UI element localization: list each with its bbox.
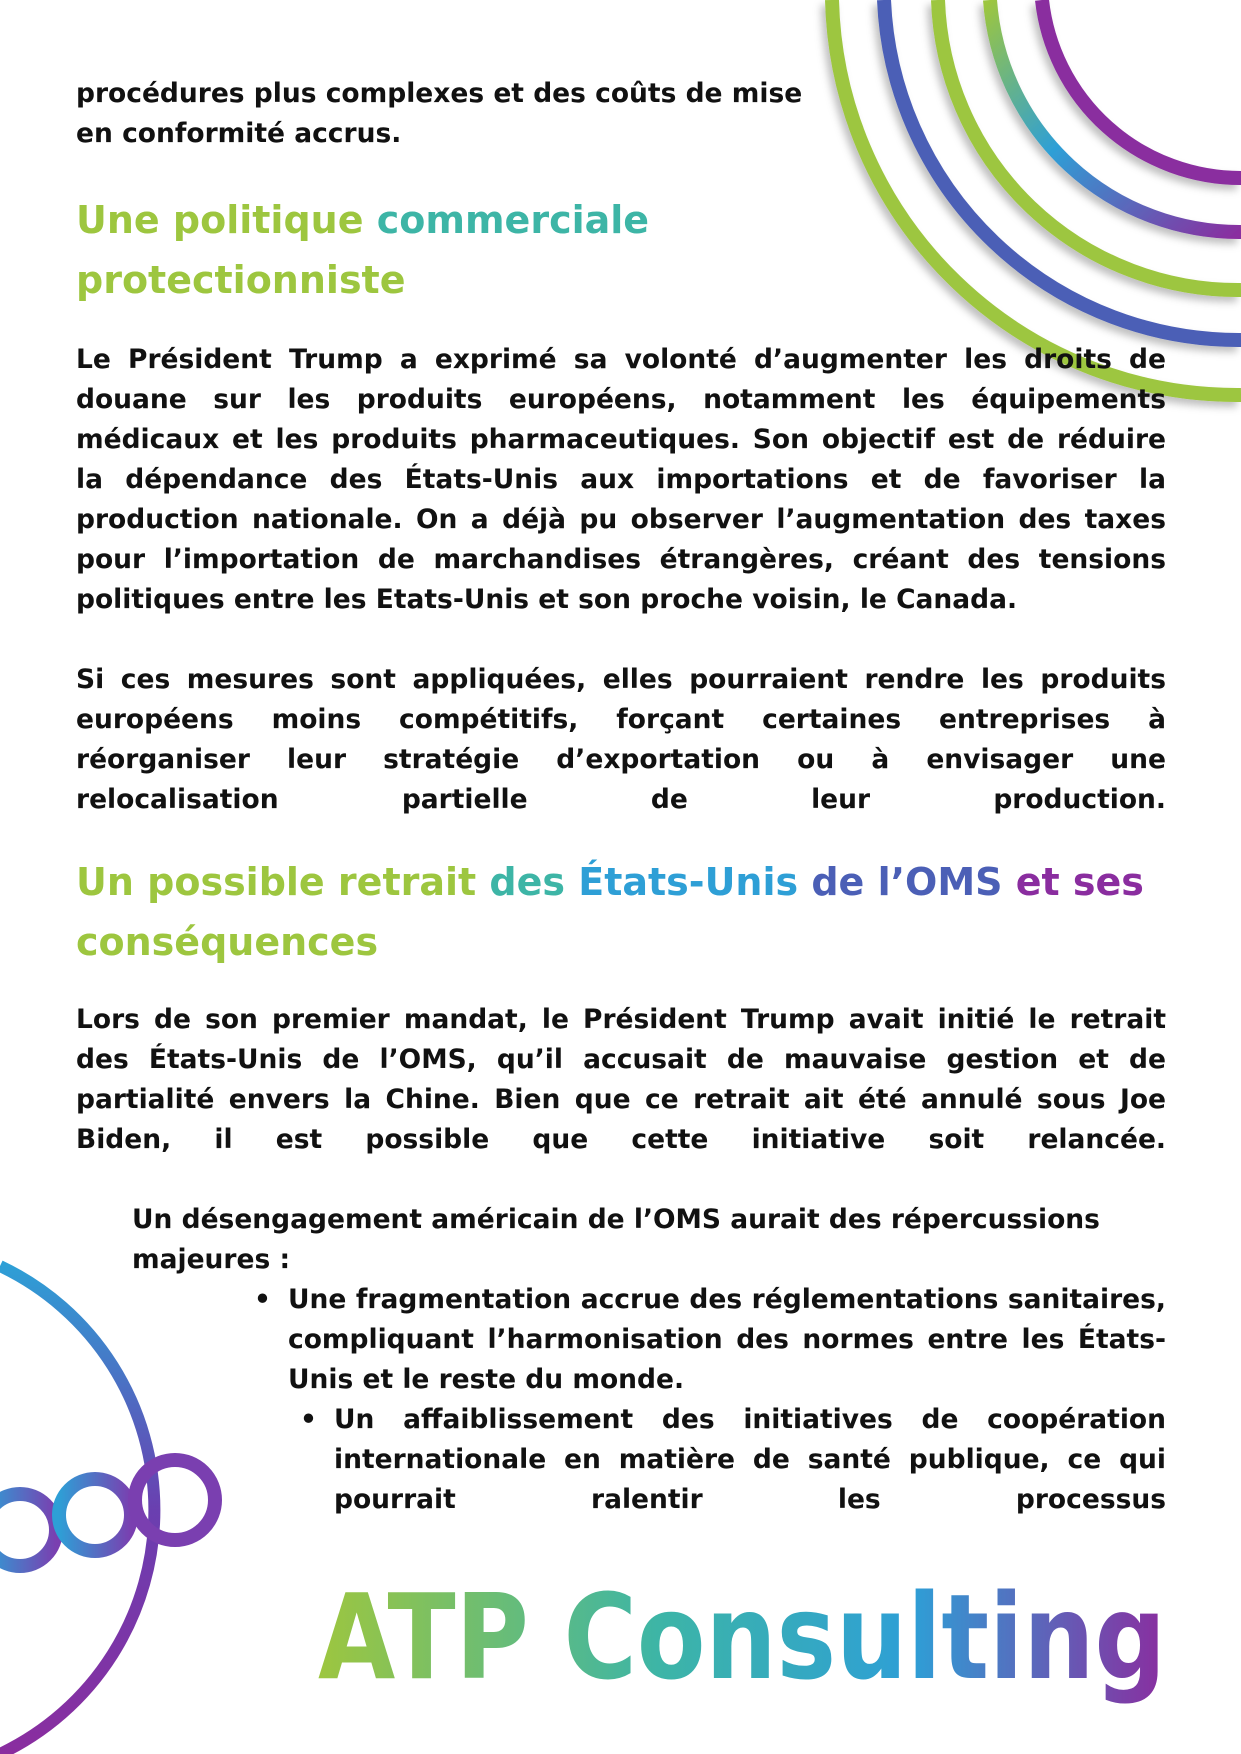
- impact-list: [76, 1200, 1166, 1520]
- paragraph-consequences: Si ces mesures sont appliquées, elles pourraient rendre les produits européens moins compétitifs, forçant certaines entreprises à réorganiser leur stratégie d’exportation ou à envisager une relocalisation partielle de leur production.: [76, 664, 1166, 815]
- heading-part: États-Unis: [578, 860, 799, 904]
- heading-part: commerciale: [376, 198, 650, 242]
- heading-part: et ses: [1015, 860, 1144, 904]
- heading-part: de l’OMS: [811, 860, 1003, 904]
- paragraph-tariffs: Le Président Trump a exprimé sa volonté d’augmenter les droits de douane sur les produits européens, notamment les équipements médicaux et les produits pharmaceutiques. Son objectif est de réduire la dépendance des États-Unis aux importations et de favoriser la production nationale. On a déjà pu observer l’augmentation des taxes pour l’importation de marchandises étrangères, créant des tensions politiques entre les Etats-Unis et son proche voisin, le Canada.: [76, 344, 1166, 615]
- list-item-text: Un affaiblissement des initiatives de coopération internationale en matière de santé publique, ce qui pourrait ralentir les processus: [334, 1404, 1166, 1515]
- intro-paragraph: procédures plus complexes et des coûts de mise en conformité accrus.: [76, 78, 803, 149]
- page-content: [76, 74, 1166, 1520]
- heading-part: Un possible retrait: [76, 860, 477, 904]
- bullet-icon: •: [254, 1284, 271, 1315]
- list-item: [300, 1400, 1166, 1520]
- heading-part: Une politique: [76, 198, 364, 242]
- logo-text: ATP Consulting: [318, 1568, 1166, 1706]
- ring-left: [0, 1494, 56, 1566]
- heading-part: des: [489, 860, 566, 904]
- section-heading-protectionism: [76, 190, 876, 310]
- list-lead-text: Un désengagement américain de l’OMS aurait des répercussions majeures :: [132, 1204, 1100, 1275]
- paragraph-first-mandate: Lors de son premier mandat, le Président Trump avait initié le retrait des États-Unis de l’OMS, qu’il accusait de mauvaise gestion et de partialité envers la Chine. Bien que ce retrait ait été annulé sous Joe Biden, il est possible que cette initiative soit relancée.: [76, 1004, 1166, 1155]
- heading-part: protectionniste: [76, 258, 406, 302]
- list-item-text: Une fragmentation accrue des réglementations sanitaires, compliquant l’harmonisation des normes entre les États-Unis et le reste du monde.: [288, 1284, 1166, 1395]
- bullet-icon: •: [300, 1404, 317, 1435]
- heading-part: conséquences: [76, 920, 379, 964]
- section-heading-who-withdrawal: [76, 852, 1166, 972]
- atp-consulting-logo: [318, 1568, 1168, 1706]
- list-lead: [132, 1200, 1166, 1280]
- list-item: [254, 1280, 1166, 1400]
